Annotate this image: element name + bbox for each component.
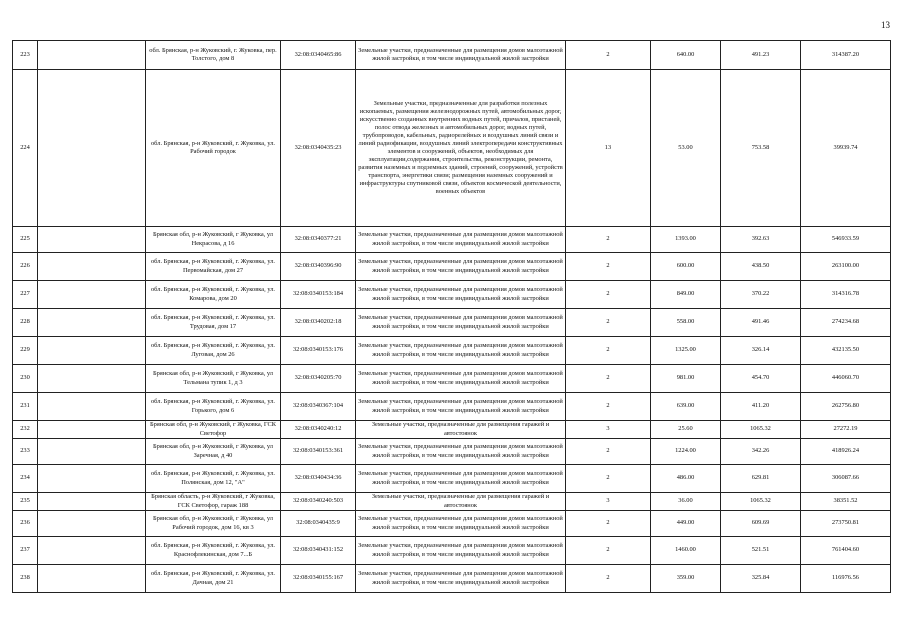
- table-row: [13, 537, 891, 565]
- purpose-cell: Земельные участки, предназначенные для размещения домов малоэтажной жилой застройки, в том числе индивидуальной жилой застройки: [356, 309, 566, 337]
- rate-cell: 454.70: [721, 365, 801, 393]
- cadastral-value-cell: 418926.24: [801, 439, 891, 465]
- area-cell: 1325.00: [651, 337, 721, 365]
- table-row: [13, 393, 891, 421]
- empty-cell: [38, 439, 146, 465]
- category-cell: 2: [566, 227, 651, 253]
- category-cell: 2: [566, 337, 651, 365]
- area-cell: 449.00: [651, 511, 721, 537]
- address-cell: обл. Брянская, р-н Жуковский, г. Жуковка, ул. Рабочий городок: [146, 70, 281, 227]
- area-cell: 849.00: [651, 281, 721, 309]
- cadastral-value-cell: 27272.19: [801, 421, 891, 439]
- cadastral-number-cell: 32:08:0340435:23: [281, 70, 356, 227]
- category-cell: 2: [566, 465, 651, 493]
- row-number: 229: [13, 337, 38, 365]
- category-cell: 2: [566, 511, 651, 537]
- category-cell: 2: [566, 393, 651, 421]
- address-cell: Брянская обл, р-н Жуковский, г Жуковка, ул Некрасова, д 16: [146, 227, 281, 253]
- rate-cell: 392.63: [721, 227, 801, 253]
- row-number: 228: [13, 309, 38, 337]
- cadastral-value-cell: 274234.68: [801, 309, 891, 337]
- address-cell: обл. Брянская, р-н Жуковский, г. Жуковка, ул. Полянская, дом 12, "А": [146, 465, 281, 493]
- row-number: 233: [13, 439, 38, 465]
- category-cell: 3: [566, 493, 651, 511]
- cadastral-value-cell: 432135.50: [801, 337, 891, 365]
- purpose-cell: Земельные участки, предназначенные для размещения домов малоэтажной жилой застройки, в том числе индивидуальной жилой застройки: [356, 227, 566, 253]
- cadastral-number-cell: 32:08:0340240:503: [281, 493, 356, 511]
- area-cell: 640.00: [651, 41, 721, 70]
- empty-cell: [38, 337, 146, 365]
- cadastral-number-cell: 32:08:0340435:9: [281, 511, 356, 537]
- area-cell: 1224.00: [651, 439, 721, 465]
- purpose-cell: Земельные участки, предназначенные для размещения гаражей и автостоянок: [356, 421, 566, 439]
- rate-cell: 370.22: [721, 281, 801, 309]
- purpose-cell: Земельные участки, предназначенные для размещения домов малоэтажной жилой застройки, в том числе индивидуальной жилой застройки: [356, 393, 566, 421]
- area-cell: 53.00: [651, 70, 721, 227]
- cadastral-value-cell: 314387.20: [801, 41, 891, 70]
- row-number: 237: [13, 537, 38, 565]
- purpose-cell: Земельные участки, предназначенные для размещения домов малоэтажной жилой застройки, в том числе индивидуальной жилой застройки: [356, 565, 566, 593]
- cadastral-value-cell: 263100.00: [801, 253, 891, 281]
- rate-cell: 342.26: [721, 439, 801, 465]
- area-cell: 36.00: [651, 493, 721, 511]
- cadastral-number-cell: 32:08:0340202:18: [281, 309, 356, 337]
- cadastral-number-cell: 32:08:0340153:176: [281, 337, 356, 365]
- cadastral-value-cell: 546933.59: [801, 227, 891, 253]
- category-cell: 3: [566, 421, 651, 439]
- table-row: [13, 227, 891, 253]
- purpose-cell: Земельные участки, предназначенные для разработки полезных ископаемых, размещения железнодорожных путей, автомобильных дорог, искусственно созданных внутренних водных путей, причалов, пристаней, полос отвода железных и автомобильных дорог, водных путей, трубопроводов, кабельных, радиорелейных и воздушных линий связи и линий радиофикации, воздушных линий электропередачи конструктивных элементов и сооружений, объектов, необходимых для эксплуатации,содержания, строительства, реконструкции, ремонта, развития наземных и подземных зданий, строений, сооружений, устройств транспорта, энергетики связи; размещения наземных сооружений и инфраструктуры спутниковой связи, объектов космической деятельности, военных объектов: [356, 70, 566, 227]
- area-cell: 600.00: [651, 253, 721, 281]
- table-row: [13, 511, 891, 537]
- address-cell: обл. Брянская, р-н Жуковский, г. Жуковка, ул. Дачная, дом 21: [146, 565, 281, 593]
- rate-cell: 326.14: [721, 337, 801, 365]
- empty-cell: [38, 253, 146, 281]
- area-cell: 558.00: [651, 309, 721, 337]
- empty-cell: [38, 227, 146, 253]
- row-number: 231: [13, 393, 38, 421]
- category-cell: 2: [566, 309, 651, 337]
- empty-cell: [38, 493, 146, 511]
- row-number: 236: [13, 511, 38, 537]
- purpose-cell: Земельные участки, предназначенные для размещения домов малоэтажной жилой застройки, в том числе индивидуальной жилой застройки: [356, 365, 566, 393]
- area-cell: 25.60: [651, 421, 721, 439]
- category-cell: 2: [566, 565, 651, 593]
- cadastral-value-cell: 273750.81: [801, 511, 891, 537]
- cadastral-number-cell: 32:08:0340155:167: [281, 565, 356, 593]
- category-cell: 13: [566, 70, 651, 227]
- cadastral-value-cell: 38351.52: [801, 493, 891, 511]
- area-cell: 1393.00: [651, 227, 721, 253]
- empty-cell: [38, 393, 146, 421]
- purpose-cell: Земельные участки, предназначенные для размещения домов малоэтажной жилой застройки, в том числе индивидуальной жилой застройки: [356, 537, 566, 565]
- row-number: 225: [13, 227, 38, 253]
- address-cell: обл. Брянская, р-н Жуковский, г. Жуковка, ул. Краснофлекинская, дом 7...Б: [146, 537, 281, 565]
- table-row: [13, 281, 891, 309]
- empty-cell: [38, 309, 146, 337]
- table-row: [13, 365, 891, 393]
- rate-cell: 609.69: [721, 511, 801, 537]
- row-number: 226: [13, 253, 38, 281]
- cadastral-value-cell: 761404.60: [801, 537, 891, 565]
- area-cell: 981.00: [651, 365, 721, 393]
- address-cell: Брянская обл, р-н Жуковский, г Жуковка, ул Заречная, д 40: [146, 439, 281, 465]
- address-cell: обл. Брянская, р-н Жуковский, г. Жуковка, ул. Луговая, дом 26: [146, 337, 281, 365]
- table-row: [13, 337, 891, 365]
- rate-cell: 411.20: [721, 393, 801, 421]
- row-number: 230: [13, 365, 38, 393]
- rate-cell: 491.46: [721, 309, 801, 337]
- cadastral-value-cell: 262756.80: [801, 393, 891, 421]
- cadastral-number-cell: 32:08:0340367:104: [281, 393, 356, 421]
- empty-cell: [38, 41, 146, 70]
- cadastral-number-cell: 32:08:0340153:184: [281, 281, 356, 309]
- rate-cell: 521.51: [721, 537, 801, 565]
- cadastral-number-cell: 32:08:0340396:90: [281, 253, 356, 281]
- rate-cell: 753.58: [721, 70, 801, 227]
- rate-cell: 325.84: [721, 565, 801, 593]
- empty-cell: [38, 537, 146, 565]
- row-number: 235: [13, 493, 38, 511]
- cadastral-number-cell: 32:08:0340240:12: [281, 421, 356, 439]
- cadastral-value-cell: 39939.74: [801, 70, 891, 227]
- table-row: [13, 309, 891, 337]
- address-cell: Брянская обл, р-н Жуковский, г Жуковка, ул Рабочий городок, дом 16, кв 3: [146, 511, 281, 537]
- purpose-cell: Земельные участки, предназначенные для размещения домов малоэтажной жилой застройки, в том числе индивидуальной жилой застройки: [356, 41, 566, 70]
- table-body: [13, 41, 891, 593]
- rate-cell: 1065.32: [721, 421, 801, 439]
- row-number: 223: [13, 41, 38, 70]
- category-cell: 2: [566, 439, 651, 465]
- address-cell: обл. Брянская, р-н Жуковский, г. Жуковка, пер. Толстого, дом 8: [146, 41, 281, 70]
- purpose-cell: Земельные участки, предназначенные для размещения домов малоэтажной жилой застройки, в том числе индивидуальной жилой застройки: [356, 281, 566, 309]
- purpose-cell: Земельные участки, предназначенные для размещения домов малоэтажной жилой застройки, в том числе индивидуальной жилой застройки: [356, 465, 566, 493]
- empty-cell: [38, 365, 146, 393]
- cadastral-value-cell: 446060.70: [801, 365, 891, 393]
- rate-cell: 438.50: [721, 253, 801, 281]
- address-cell: Брянская обл, р-н Жуковский, г Жуковка, ГСК Светофор: [146, 421, 281, 439]
- area-cell: 486.00: [651, 465, 721, 493]
- row-number: 238: [13, 565, 38, 593]
- address-cell: обл. Брянская, р-н Жуковский, г. Жуковка, ул. Первомайская, дом 27: [146, 253, 281, 281]
- empty-cell: [38, 70, 146, 227]
- cadastral-value-cell: 116976.56: [801, 565, 891, 593]
- address-cell: Брянская обл, р-н Жуковский, г Жуковка, ул Тельмана тупик 1, д 3: [146, 365, 281, 393]
- table-row: [13, 70, 891, 227]
- address-cell: обл. Брянская, р-н Жуковский, г. Жуковка, ул. Горького, дом 6: [146, 393, 281, 421]
- table-row: [13, 253, 891, 281]
- page-number: 13: [881, 20, 890, 30]
- cadastral-value-cell: 306087.66: [801, 465, 891, 493]
- cadastral-number-cell: 32:08:0340434:36: [281, 465, 356, 493]
- category-cell: 2: [566, 253, 651, 281]
- cadastral-number-cell: 32:08:0340205:70: [281, 365, 356, 393]
- category-cell: 2: [566, 41, 651, 70]
- address-cell: обл. Брянская, р-н Жуковский, г. Жуковка, ул. Комарова, дом 20: [146, 281, 281, 309]
- table-row: [13, 439, 891, 465]
- table-row: [13, 565, 891, 593]
- purpose-cell: Земельные участки, предназначенные для размещения домов малоэтажной жилой застройки, в том числе индивидуальной жилой застройки: [356, 439, 566, 465]
- cadastral-number-cell: 32:08:0340465:86: [281, 41, 356, 70]
- area-cell: 639.00: [651, 393, 721, 421]
- table-row: [13, 493, 891, 511]
- purpose-cell: Земельные участки, предназначенные для размещения гаражей и автостоянок: [356, 493, 566, 511]
- empty-cell: [38, 465, 146, 493]
- empty-cell: [38, 421, 146, 439]
- area-cell: 1460.00: [651, 537, 721, 565]
- rate-cell: 491.23: [721, 41, 801, 70]
- empty-cell: [38, 511, 146, 537]
- cadastral-number-cell: 32:08:0340153:361: [281, 439, 356, 465]
- empty-cell: [38, 565, 146, 593]
- cadastral-number-cell: 32:08:0340377:21: [281, 227, 356, 253]
- category-cell: 2: [566, 365, 651, 393]
- rate-cell: 1065.32: [721, 493, 801, 511]
- cadastral-value-cell: 314316.78: [801, 281, 891, 309]
- land-plot-registry-table: [12, 40, 891, 593]
- table-row: [13, 421, 891, 439]
- table-row: [13, 465, 891, 493]
- purpose-cell: Земельные участки, предназначенные для размещения домов малоэтажной жилой застройки, в том числе индивидуальной жилой застройки: [356, 253, 566, 281]
- category-cell: 2: [566, 281, 651, 309]
- address-cell: Брянская область, р-н Жуковский, г Жуковка, ГСК Светофор, гараж 188: [146, 493, 281, 511]
- row-number: 234: [13, 465, 38, 493]
- purpose-cell: Земельные участки, предназначенные для размещения домов малоэтажной жилой застройки, в том числе индивидуальной жилой застройки: [356, 511, 566, 537]
- cadastral-number-cell: 32:08:0340431:152: [281, 537, 356, 565]
- row-number: 224: [13, 70, 38, 227]
- empty-cell: [38, 281, 146, 309]
- address-cell: обл. Брянская, р-н Жуковский, г. Жуковка, ул. Трудовая, дом 17: [146, 309, 281, 337]
- rate-cell: 629.81: [721, 465, 801, 493]
- area-cell: 359.00: [651, 565, 721, 593]
- row-number: 232: [13, 421, 38, 439]
- table-row: [13, 41, 891, 70]
- row-number: 227: [13, 281, 38, 309]
- purpose-cell: Земельные участки, предназначенные для размещения домов малоэтажной жилой застройки, в том числе индивидуальной жилой застройки: [356, 337, 566, 365]
- category-cell: 2: [566, 537, 651, 565]
